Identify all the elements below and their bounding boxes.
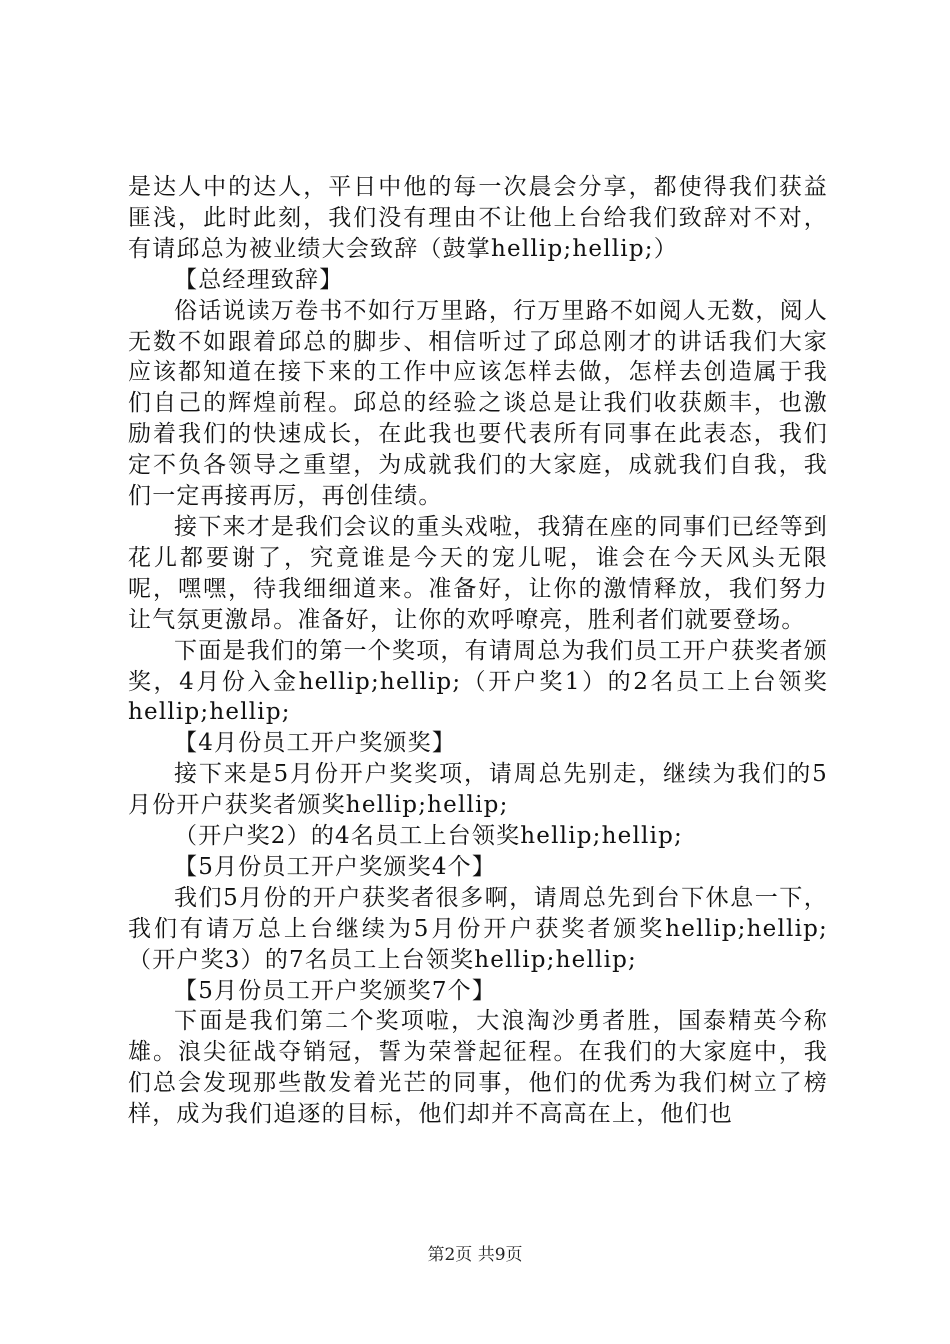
page-number-footer: 第2页 共9页 xyxy=(427,1245,523,1265)
section-heading-may-award-7: 【5月份员工开户奖颁奖7个】 xyxy=(174,977,497,1004)
section-heading-may-award-4: 【5月份员工开户奖颁奖4个】 xyxy=(174,853,497,880)
document-body xyxy=(128,172,828,1130)
section-heading-gm-speech: 【总经理致辞】 xyxy=(174,266,344,293)
paragraph-first-award: 下面是我们的第一个奖项，有请周总为我们员工开户获奖者颁奖，4月份入金hellip;hellip;（开户奖1）的2名员工上台领奖hellip;hellip; xyxy=(128,637,828,726)
paragraph-may-award-intro: 接下来是5月份开户奖奖项，请周总先别走，继续为我们的5月份开户获奖者颁奖hellip;hellip; xyxy=(128,761,828,819)
paragraph-second-award: 下面是我们第二个奖项啦，大浪淘沙勇者胜，国泰精英今称雄。浪尖征战夺销冠，誓为荣誉起征程。在我们的大家庭中，我们总会发现那些散发着光芒的同事，他们的优秀为我们树立了榜样，成为我们追逐的目标，他们却并不高高在上，他们也 xyxy=(128,1008,828,1128)
paragraph-intro-continued: 是达人中的达人，平日中他的每一次晨会分享，都使得我们获益匪浅，此时此刻，我们没有理由不让他上台给我们致辞对不对，有请邱总为被业绩大会致辞（鼓掌hellip;hellip;） xyxy=(128,174,828,262)
paragraph-award-3: 我们5月份的开户获奖者很多啊，请周总先到台下休息一下，我们有请万总上台继续为5月份开户获奖者颁奖hellip;hellip;（开户奖3）的7名员工上台领奖hellip;hellip; xyxy=(128,884,828,973)
paragraph-award-2: （开户奖2）的4名员工上台领奖hellip;hellip; xyxy=(174,823,683,850)
paragraph-highlight-intro: 接下来才是我们会议的重头戏啦，我猜在座的同事们已经等到花儿都要谢了，究竟谁是今天的宠儿呢，谁会在今天风头无限呢，嘿嘿，待我细细道来。准备好，让你的激情释放，我们努力让气氛更激昂。准备好，让你的欢呼嘹亮，胜利者们就要登场。 xyxy=(128,513,828,633)
section-heading-april-award: 【4月份员工开户奖颁奖】 xyxy=(174,730,457,757)
paragraph-proverb: 俗话说读万卷书不如行万里路，行万里路不如阅人无数，阅人无数不如跟着邱总的脚步、相信听过了邱总刚才的讲话我们大家应该都知道在接下来的工作中应该怎样去做，怎样去创造属于我们自己的辉煌前程。邱总的经验之谈总是让我们收获颇丰，也激励着我们的快速成长，在此我也要代表所有同事在此表态，我们定不负各领导之重望，为成就我们的大家庭，成就我们自我，我们一定再接再厉，再创佳绩。 xyxy=(128,297,828,510)
